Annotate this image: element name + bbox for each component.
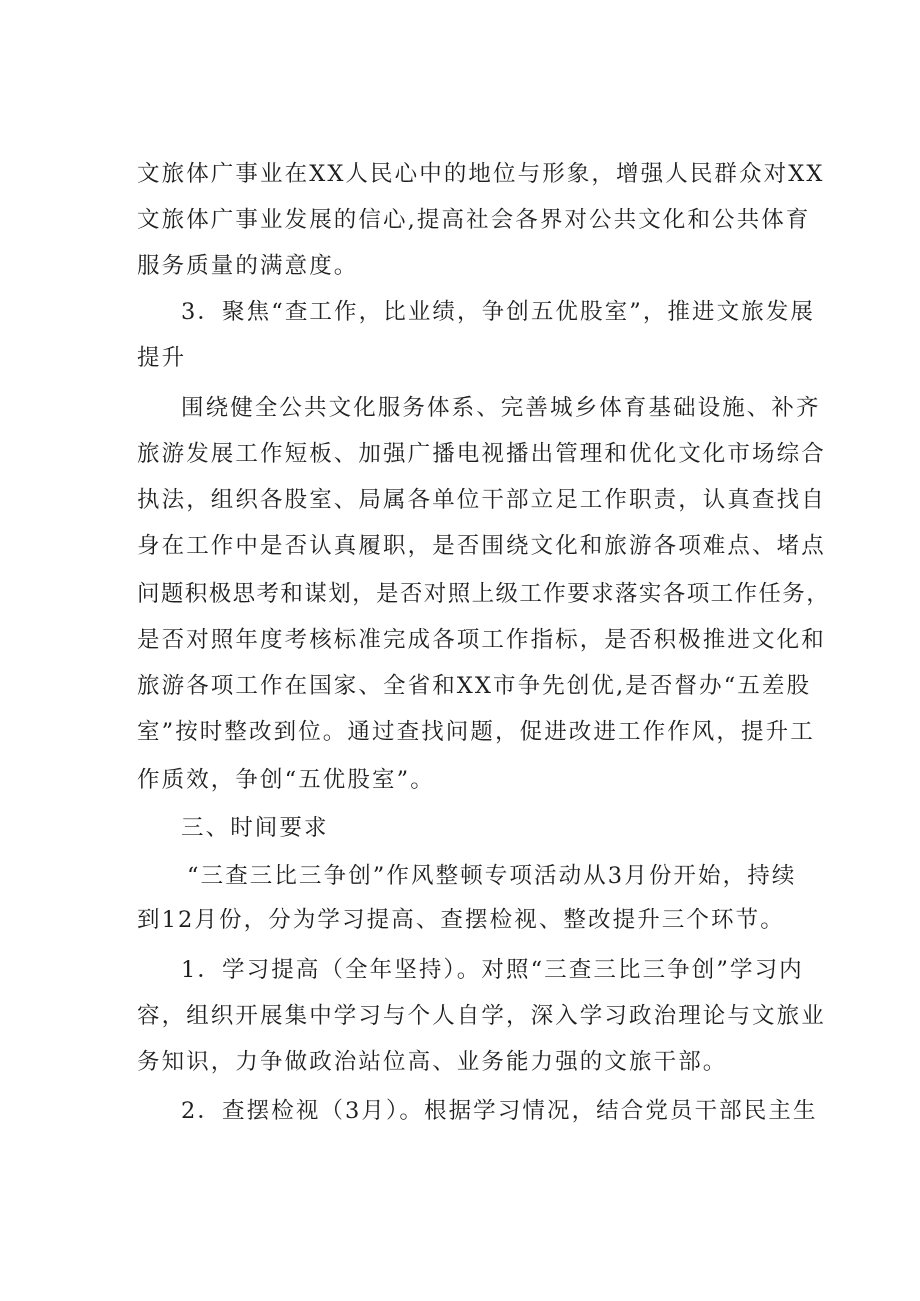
text-line: 执法，组织各股室、局属各单位干部立足工作职责，认真查找自 — [137, 487, 826, 513]
section-heading: 提升 — [137, 345, 187, 371]
text-line: “三查三比三争创”作风整顿专项活动从3月份开始，持续 — [187, 863, 797, 889]
text-line: 是否对照年度考核标准完成各项工作指标，是否积极推进文化和 — [137, 627, 826, 653]
text-line: 旅游各项工作在国家、全省和XX市争先创优,是否督办“五差股 — [137, 673, 812, 699]
text-line: 1．学习提高（全年坚持）。对照“三查三比三争创”学习内 — [181, 957, 804, 983]
text-line: 旅游发展工作短板、加强广播电视播出管理和优化文化市场综合 — [137, 441, 826, 467]
section-title: 三、时间要求 — [181, 815, 329, 841]
text-line: 问题积极思考和谋划，是否对照上级工作要求落实各项工作任务， — [137, 581, 831, 607]
text-line: 2．查摆检视（3月）。根据学习情况，结合党员干部民主生 — [181, 1098, 818, 1124]
section-heading: 3．聚焦“查工作，比业绩，争创五优股室”，推进文旅发展 — [181, 299, 816, 325]
text-line: 务知识，力争做政治站位高、业务能力强的文旅干部。 — [137, 1049, 728, 1075]
text-line: 作质效，争创“五优股室”。 — [137, 767, 435, 793]
text-line: 到12月份，分为学习提高、查摆检视、整改提升三个环节。 — [137, 907, 785, 933]
text-line: 身在工作中是否认真履职，是否围绕文化和旅游各项难点、堵点 — [137, 533, 826, 559]
text-line: 室”按时整改到位。通过查找问题，促进改进工作作风，提升工 — [137, 719, 815, 745]
text-line: 文旅体广事业发展的信心,提高社会各界对公共文化和公共体育 — [137, 207, 811, 233]
text-line: 服务质量的满意度。 — [137, 253, 359, 279]
text-line: 文旅体广事业在XX人民心中的地位与形象，增强人民群众对XX — [137, 161, 825, 187]
text-line: 容，组织开展集中学习与个人自学，深入学习政治理论与文旅业 — [137, 1003, 826, 1029]
text-line: 围绕健全公共文化服务体系、完善城乡体育基础设施、补齐 — [181, 395, 821, 421]
